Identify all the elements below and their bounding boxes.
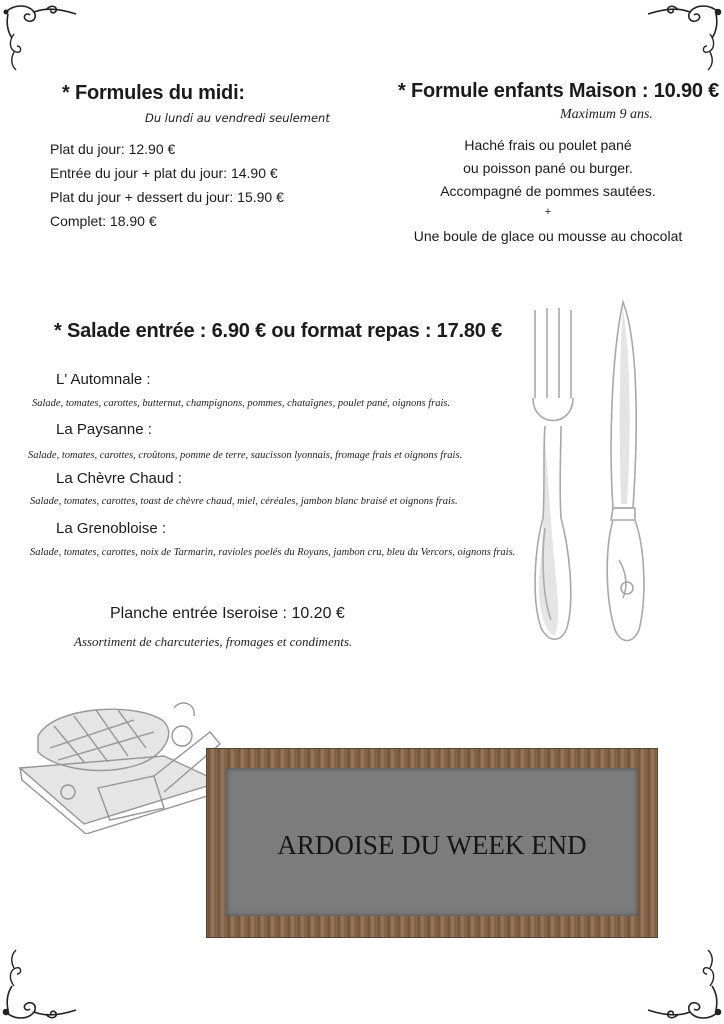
- kids-line: ou poisson pané ou burger.: [463, 160, 633, 176]
- salad-description: Salade, tomates, carottes, toast de chèvre chaud, miel, céréales, jambon blanc braisé et oignons frais.: [30, 496, 458, 507]
- lunch-item: Complet: 18.90 €: [50, 213, 157, 229]
- kids-line: +: [544, 206, 552, 218]
- lunch-subtitle: Du lundi au vendredi seulement: [145, 111, 330, 125]
- lunch-title: * Formules du midi:: [62, 82, 245, 104]
- salad-description: Salade, tomates, carottes, croûtons, pomme de terre, saucisson lyonnais, fromage frais et oignons frais.: [28, 450, 463, 461]
- kids-subtitle: Maximum 9 ans.: [560, 107, 653, 122]
- kids-title: * Formule enfants Maison : 10.90 €: [398, 80, 720, 102]
- flourish-bottom-right-icon: [644, 982, 722, 1022]
- fork-and-knife-illustration: [505, 298, 655, 648]
- slate-board-frame: [206, 748, 658, 938]
- kids-line: Accompagné de pommes sautées.: [440, 183, 656, 199]
- slate-board: [226, 768, 638, 916]
- lunch-item: Plat du jour + dessert du jour: 15.90 €: [50, 189, 284, 205]
- salad-name: L' Automnale :: [56, 371, 151, 388]
- slate-board-text: ARDOISE DU WEEK END: [277, 830, 587, 860]
- planche-title: Planche entrée Iseroise : 10.20 €: [110, 605, 345, 622]
- kids-line: Une boule de glace ou mousse au chocolat: [413, 228, 683, 244]
- salad-description: Salade, tomates, carottes, noix de Tarmarin, ravioles poelés du Royans, jambon cru, bleu du Vercors, oignons frais.: [30, 547, 516, 558]
- flourish-side-bottom-left-icon: [6, 948, 28, 988]
- salad-name: La Paysanne :: [56, 421, 152, 438]
- steak-board-illustration: [14, 696, 228, 834]
- salad-name: La Grenobloise :: [56, 520, 167, 537]
- lunch-item: Entrée du jour + plat du jour: 14.90 €: [50, 165, 278, 181]
- flourish-side-bottom-right-icon: [696, 948, 718, 988]
- flourish-bottom-left-icon: [2, 982, 80, 1022]
- kids-line: Haché frais ou poulet pané: [464, 137, 632, 153]
- salads-title: * Salade entrée : 6.90 € ou format repas : 17.80 €: [54, 320, 502, 342]
- flourish-side-top-right-icon: [696, 32, 718, 72]
- salad-name: La Chèvre Chaud :: [56, 470, 182, 487]
- lunch-item: Plat du jour: 12.90 €: [50, 141, 176, 157]
- flourish-side-top-left-icon: [6, 32, 28, 72]
- salad-description: Salade, tomates, carottes, butternut, champignons, pommes, chataîgnes, poulet pané, oignons frais.: [32, 398, 451, 409]
- planche-description: Assortiment de charcuteries, fromages et condiments.: [74, 634, 353, 649]
